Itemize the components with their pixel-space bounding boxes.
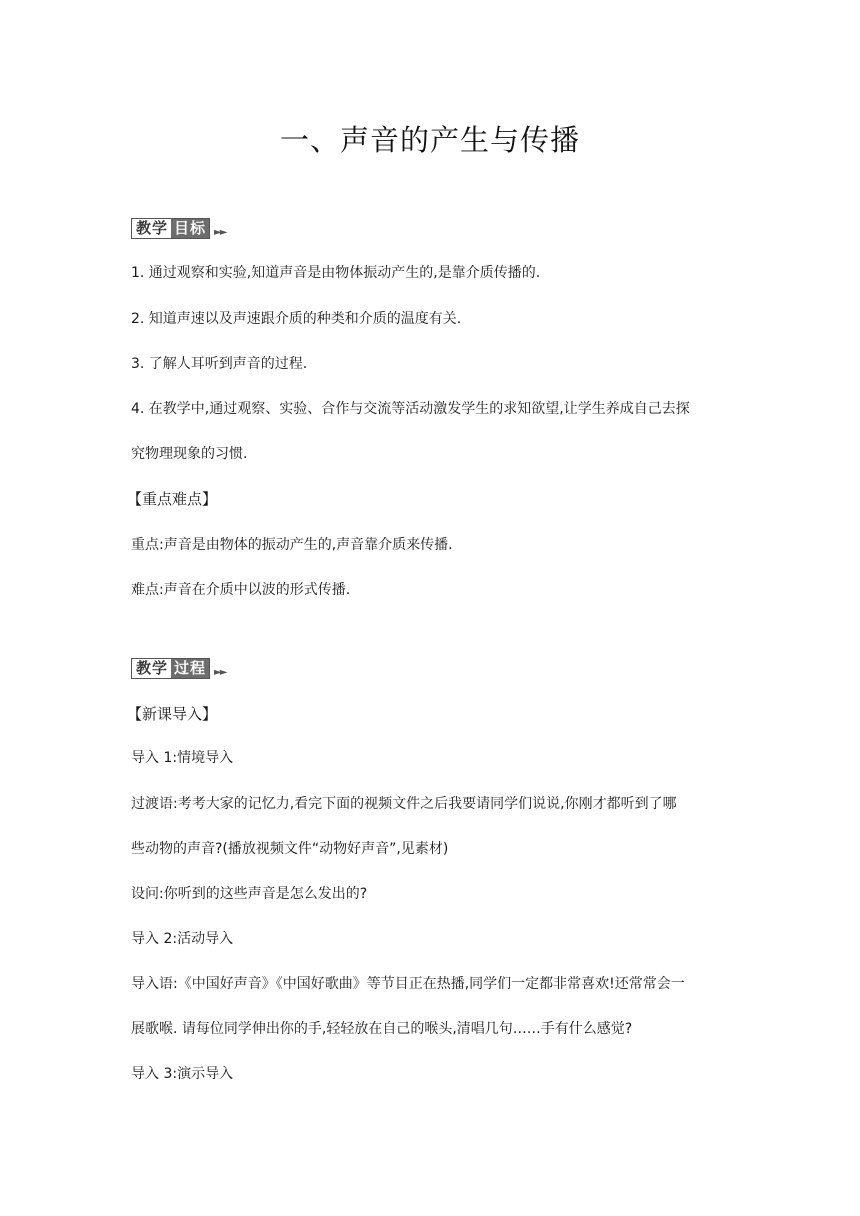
goal-line-4: 4. 在教学中,通过观察、实验、合作与交流等活动激发学生的求知欲望,让学生养成自己去探	[131, 401, 690, 417]
section-badge	[131, 218, 210, 239]
badge-label-teaching: 教学	[132, 659, 171, 678]
section-header-goals	[131, 216, 225, 240]
goal-line-1: 1. 通过观察和实验,知道声音是由物体振动产生的,是靠介质传播的.	[131, 265, 541, 281]
section-badge	[131, 658, 210, 679]
lesson-line-1: 导入 1:情境导入	[131, 750, 234, 766]
lesson-line-4: 设问:你听到的这些声音是怎么发出的?	[131, 886, 368, 902]
lesson-line-7: 展歌喉. 请每位同学伸出你的手,轻轻放在自己的喉头,清唱几句……手有什么感觉?	[131, 1021, 633, 1037]
key-points-heading: 【重点难点】	[127, 490, 218, 508]
lesson-line-3: 些动物的声音?(播放视频文件“动物好声音”,见素材)	[131, 841, 449, 857]
goal-line-3: 3. 了解人耳听到声音的过程.	[131, 356, 308, 372]
page-title: 一、声音的产生与传播	[279, 123, 580, 157]
section-header-process	[131, 656, 225, 680]
badge-label-teaching: 教学	[132, 219, 171, 238]
double-arrow-icon: ►►	[214, 226, 226, 238]
badge-label-goals: 目标	[171, 219, 209, 238]
lesson-line-8: 导入 3:演示导入	[131, 1066, 234, 1082]
goal-line-2: 2. 知道声速以及声速跟介质的种类和介质的温度有关.	[131, 311, 462, 327]
lesson-line-5: 导入 2:活动导入	[131, 931, 234, 947]
difficulty-line: 难点:声音在介质中以波的形式传播.	[131, 582, 351, 598]
goal-line-4-cont: 究物理现象的习惯.	[131, 446, 248, 462]
key-point-line: 重点:声音是由物体的振动产生的,声音靠介质来传播.	[131, 537, 453, 553]
lesson-line-6: 导入语:《中国好声音》《中国好歌曲》等节目正在热播,同学们一定都非常喜欢!还常常会一	[131, 976, 685, 992]
lesson-line-2: 过渡语:考考大家的记忆力,看完下面的视频文件之后我要请同学们说说,你刚才都听到了哪	[131, 796, 677, 812]
badge-label-process: 过程	[171, 659, 209, 678]
new-lesson-heading: 【新课导入】	[127, 705, 218, 723]
double-arrow-icon: ►►	[214, 666, 226, 678]
